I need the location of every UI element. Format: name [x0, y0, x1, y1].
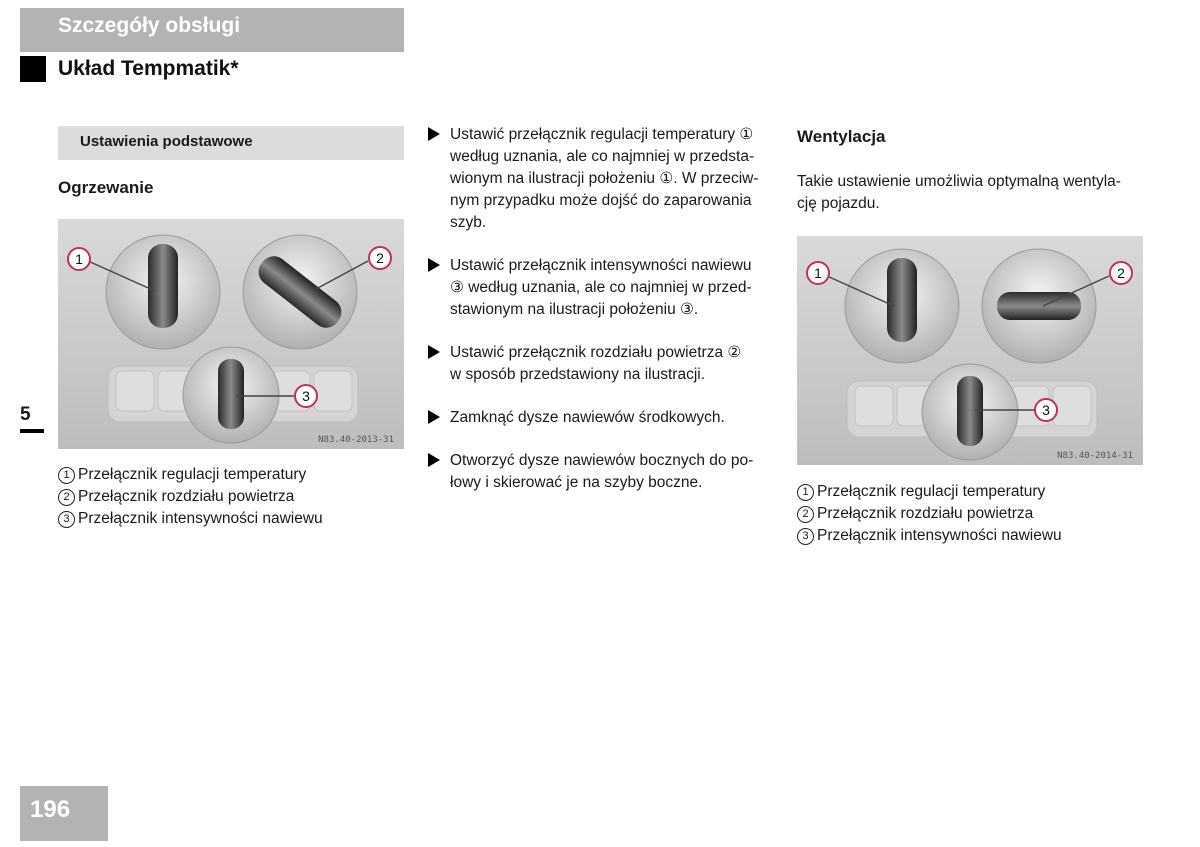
bullet-arrow-icon — [428, 410, 440, 424]
chapter-underline — [20, 429, 44, 433]
subsection-box — [58, 126, 404, 160]
bullet-arrow-icon — [428, 345, 440, 359]
control-panel-illustration — [797, 236, 1143, 465]
figure-code: N83.40-2013-31 — [318, 435, 394, 445]
instruction-step — [428, 450, 774, 494]
callout-label: 3 — [302, 388, 310, 404]
heating-legend — [58, 464, 323, 530]
step-line: stawionym na ilustracji położeniu ③. — [450, 301, 699, 318]
step-line: w sposób przedstawiony na ilustracji. — [450, 366, 706, 383]
legend-number: 2 — [797, 506, 814, 523]
callout-label: 1 — [75, 251, 83, 267]
step-line: Ustawić przełącznik rozdziału powietrza ② — [450, 344, 742, 361]
callout-label: 1 — [814, 265, 822, 281]
legend-item — [797, 525, 1062, 547]
ventilation-legend — [797, 481, 1062, 547]
page-number: 196 — [30, 796, 71, 823]
section-header — [20, 8, 404, 52]
legend-number: 1 — [797, 484, 814, 501]
step-line: szyb. — [450, 214, 487, 231]
step-line: nym przypadku może dojść do zaparowania — [450, 192, 752, 209]
control-panel-illustration — [58, 219, 404, 449]
bullet-arrow-icon — [428, 127, 440, 141]
callout-label: 2 — [376, 250, 384, 266]
figure-code: N83.40-2014-31 — [1057, 451, 1133, 461]
legend-item — [58, 486, 323, 508]
legend-item — [58, 508, 323, 530]
step-line: łowy i skierować je na szyby boczne. — [450, 474, 703, 491]
legend-item — [797, 481, 1062, 503]
instruction-step — [428, 255, 774, 321]
legend-text: Przełącznik intensywności nawiewu — [78, 510, 323, 527]
panel-button — [1053, 386, 1091, 426]
instruction-step — [428, 124, 774, 234]
legend-text: Przełącznik intensywności nawiewu — [817, 527, 1062, 544]
chapter-number: 5 — [20, 404, 31, 425]
section-title: Szczegóły obsługi — [58, 14, 241, 37]
step-line: Zamknąć dysze nawiewów środkowych. — [450, 409, 725, 426]
legend-text: Przełącznik regulacji temperatury — [78, 466, 307, 483]
step-line: wionym na ilustracji położeniu ①. W przeciw- — [450, 170, 759, 187]
chapter-tab — [20, 404, 44, 433]
subsection-title: Ustawienia podstawowe — [80, 133, 253, 150]
ventilation-intro — [797, 171, 1121, 215]
page-title: Układ Tempmatik* — [58, 57, 239, 80]
fan-knob — [957, 376, 983, 446]
temperature-knob — [148, 244, 178, 328]
bullet-arrow-icon — [428, 258, 440, 272]
heating-figure — [58, 219, 404, 449]
ventilation-figure — [797, 236, 1143, 465]
legend-text: Przełącznik regulacji temperatury — [817, 483, 1046, 500]
bullet-arrow-icon — [428, 453, 440, 467]
title-marker — [20, 56, 46, 82]
step-line: Ustawić przełącznik regulacji temperatury ① — [450, 126, 754, 143]
ventilation-heading: Wentylacja — [797, 127, 886, 146]
distribution-knob — [997, 292, 1081, 320]
legend-number: 3 — [797, 528, 814, 545]
intro-line: Takie ustawienie umożliwia optymalną wentyla- — [797, 173, 1121, 190]
legend-item — [58, 464, 323, 486]
panel-button — [116, 371, 154, 411]
legend-number: 3 — [58, 511, 75, 528]
instruction-steps — [428, 124, 774, 515]
panel-button — [314, 371, 352, 411]
legend-number: 2 — [58, 489, 75, 506]
step-line: według uznania, ale co najmniej w przedsta- — [450, 148, 755, 165]
intro-line: cję pojazdu. — [797, 195, 880, 212]
legend-number: 1 — [58, 467, 75, 484]
page-number-box — [20, 786, 108, 841]
legend-item — [797, 503, 1062, 525]
callout-label: 3 — [1042, 402, 1050, 418]
step-line: Ustawić przełącznik intensywności nawiewu — [450, 257, 752, 274]
temperature-knob — [887, 258, 917, 342]
fan-knob — [218, 359, 244, 429]
panel-button — [855, 386, 893, 426]
instruction-step — [428, 342, 774, 386]
heating-heading: Ogrzewanie — [58, 178, 154, 197]
step-line: ③ według uznania, ale co najmniej w przed- — [450, 279, 752, 296]
legend-text: Przełącznik rozdziału powietrza — [817, 505, 1034, 522]
callout-label: 2 — [1117, 265, 1125, 281]
instruction-step — [428, 407, 774, 429]
step-line: Otworzyć dysze nawiewów bocznych do po- — [450, 452, 754, 469]
legend-text: Przełącznik rozdziału powietrza — [78, 488, 295, 505]
